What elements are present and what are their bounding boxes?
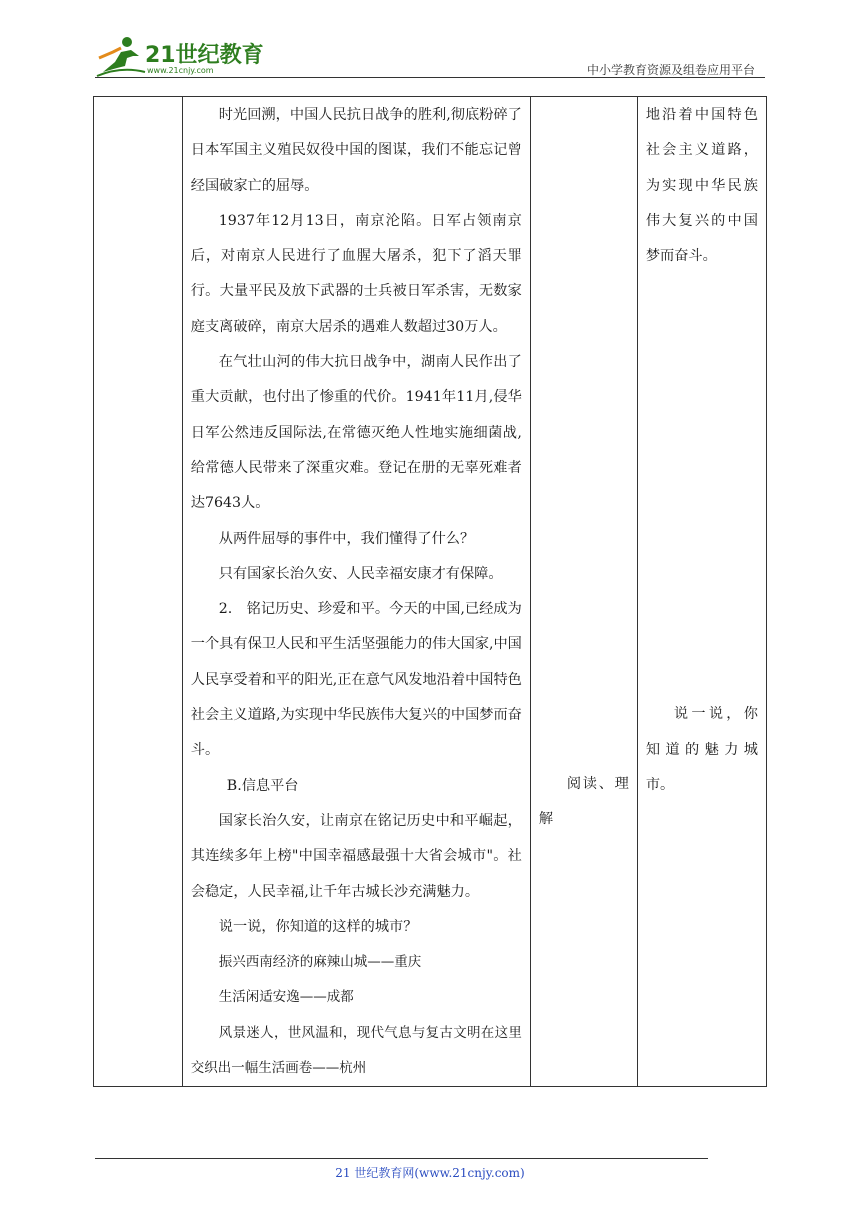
table-cell-activity <box>530 97 637 1087</box>
logo-url: www.21cnjy.com <box>147 66 214 75</box>
footer-divider <box>95 1158 708 1159</box>
logo-text: 21世纪教育 <box>145 43 264 68</box>
paragraph: 在气壮山河的伟大抗日战争中，湖南人民作出了重大贡献，也付出了惨重的代价。1941年11月,侵华日军公然违反国际法,在常德灭绝人性地实施细菌战,给常德人民带来了深重灾难。登记在册的无辜死难者达7643人。 <box>190 354 522 512</box>
paragraph: 说一说，你知道的这样的城市？ <box>218 918 418 935</box>
paragraph: 风景迷人，世风温和，现代气息与复古文明在这里交织出一幅生活画卷——杭州 <box>190 1024 522 1077</box>
header-divider <box>95 77 765 78</box>
runner-logo-icon <box>95 34 147 78</box>
paragraph: 时光回溯，中国人民抗日战争的胜利,彻底粉碎了日本军国主义殖民奴役中国的图谋，我们不能忘记曾经国破家亡的屈辱。 <box>190 107 522 194</box>
goal-activity-text: 说一说，你知道的魅力城市。 <box>645 706 758 794</box>
lesson-table <box>93 96 767 1087</box>
lesson-content <box>183 97 530 1086</box>
table-cell-content <box>182 97 530 1087</box>
paragraph: 生活闲适安逸——成都 <box>218 989 354 1006</box>
footer-text: 21 世纪教育网(www.21cnjy.com) <box>335 1166 525 1180</box>
paragraph: 2. 铭记历史、珍爱和平。今天的中国,已经成为一个具有保卫人民和平生活坚强能力的伟大国家,中国人民享受着和平的阳光,正在意气风发地沿着中国特色社会主义道路,为实现中华民族伟大复兴的中国梦而奋斗。 <box>190 601 522 759</box>
site-logo <box>95 34 265 78</box>
table-cell-goal <box>637 97 766 1087</box>
page-header <box>95 30 765 78</box>
paragraph: 只有国家长治久安、人民幸福安康才有保障。 <box>218 565 503 582</box>
table-row <box>94 97 767 1087</box>
section-heading: B.信息平台 <box>226 777 299 794</box>
goal-text: 地沿着中国特色社会主义道路，为实现中华民族伟大复兴的中国梦而奋斗。 <box>645 107 758 265</box>
table-cell-empty <box>94 97 183 1087</box>
paragraph: 1937年12月13日，南京沦陷。日军占领南京后，对南京人民进行了血腥大屠杀，犯下了滔天罪行。大量平民及放下武器的士兵被日军杀害，无数家庭支离破碎，南京大居杀的遇难人数超过30万人。 <box>190 212 522 335</box>
activity-text: 阅读、理解 <box>538 776 629 828</box>
paragraph: 振兴西南经济的麻辣山城——重庆 <box>218 954 422 971</box>
header-platform-label: 中小学教育资源及组卷应用平台 <box>586 63 755 77</box>
paragraph: 国家长治久安，让南京在铭记历史中和平崛起，其连续多年上榜"中国幸福感最强十大省会城市"。社会稳定，人民幸福,让千年古城长沙充满魅力。 <box>190 812 522 900</box>
paragraph: 从两件屈辱的事件中，我们懂得了什么？ <box>218 530 475 547</box>
